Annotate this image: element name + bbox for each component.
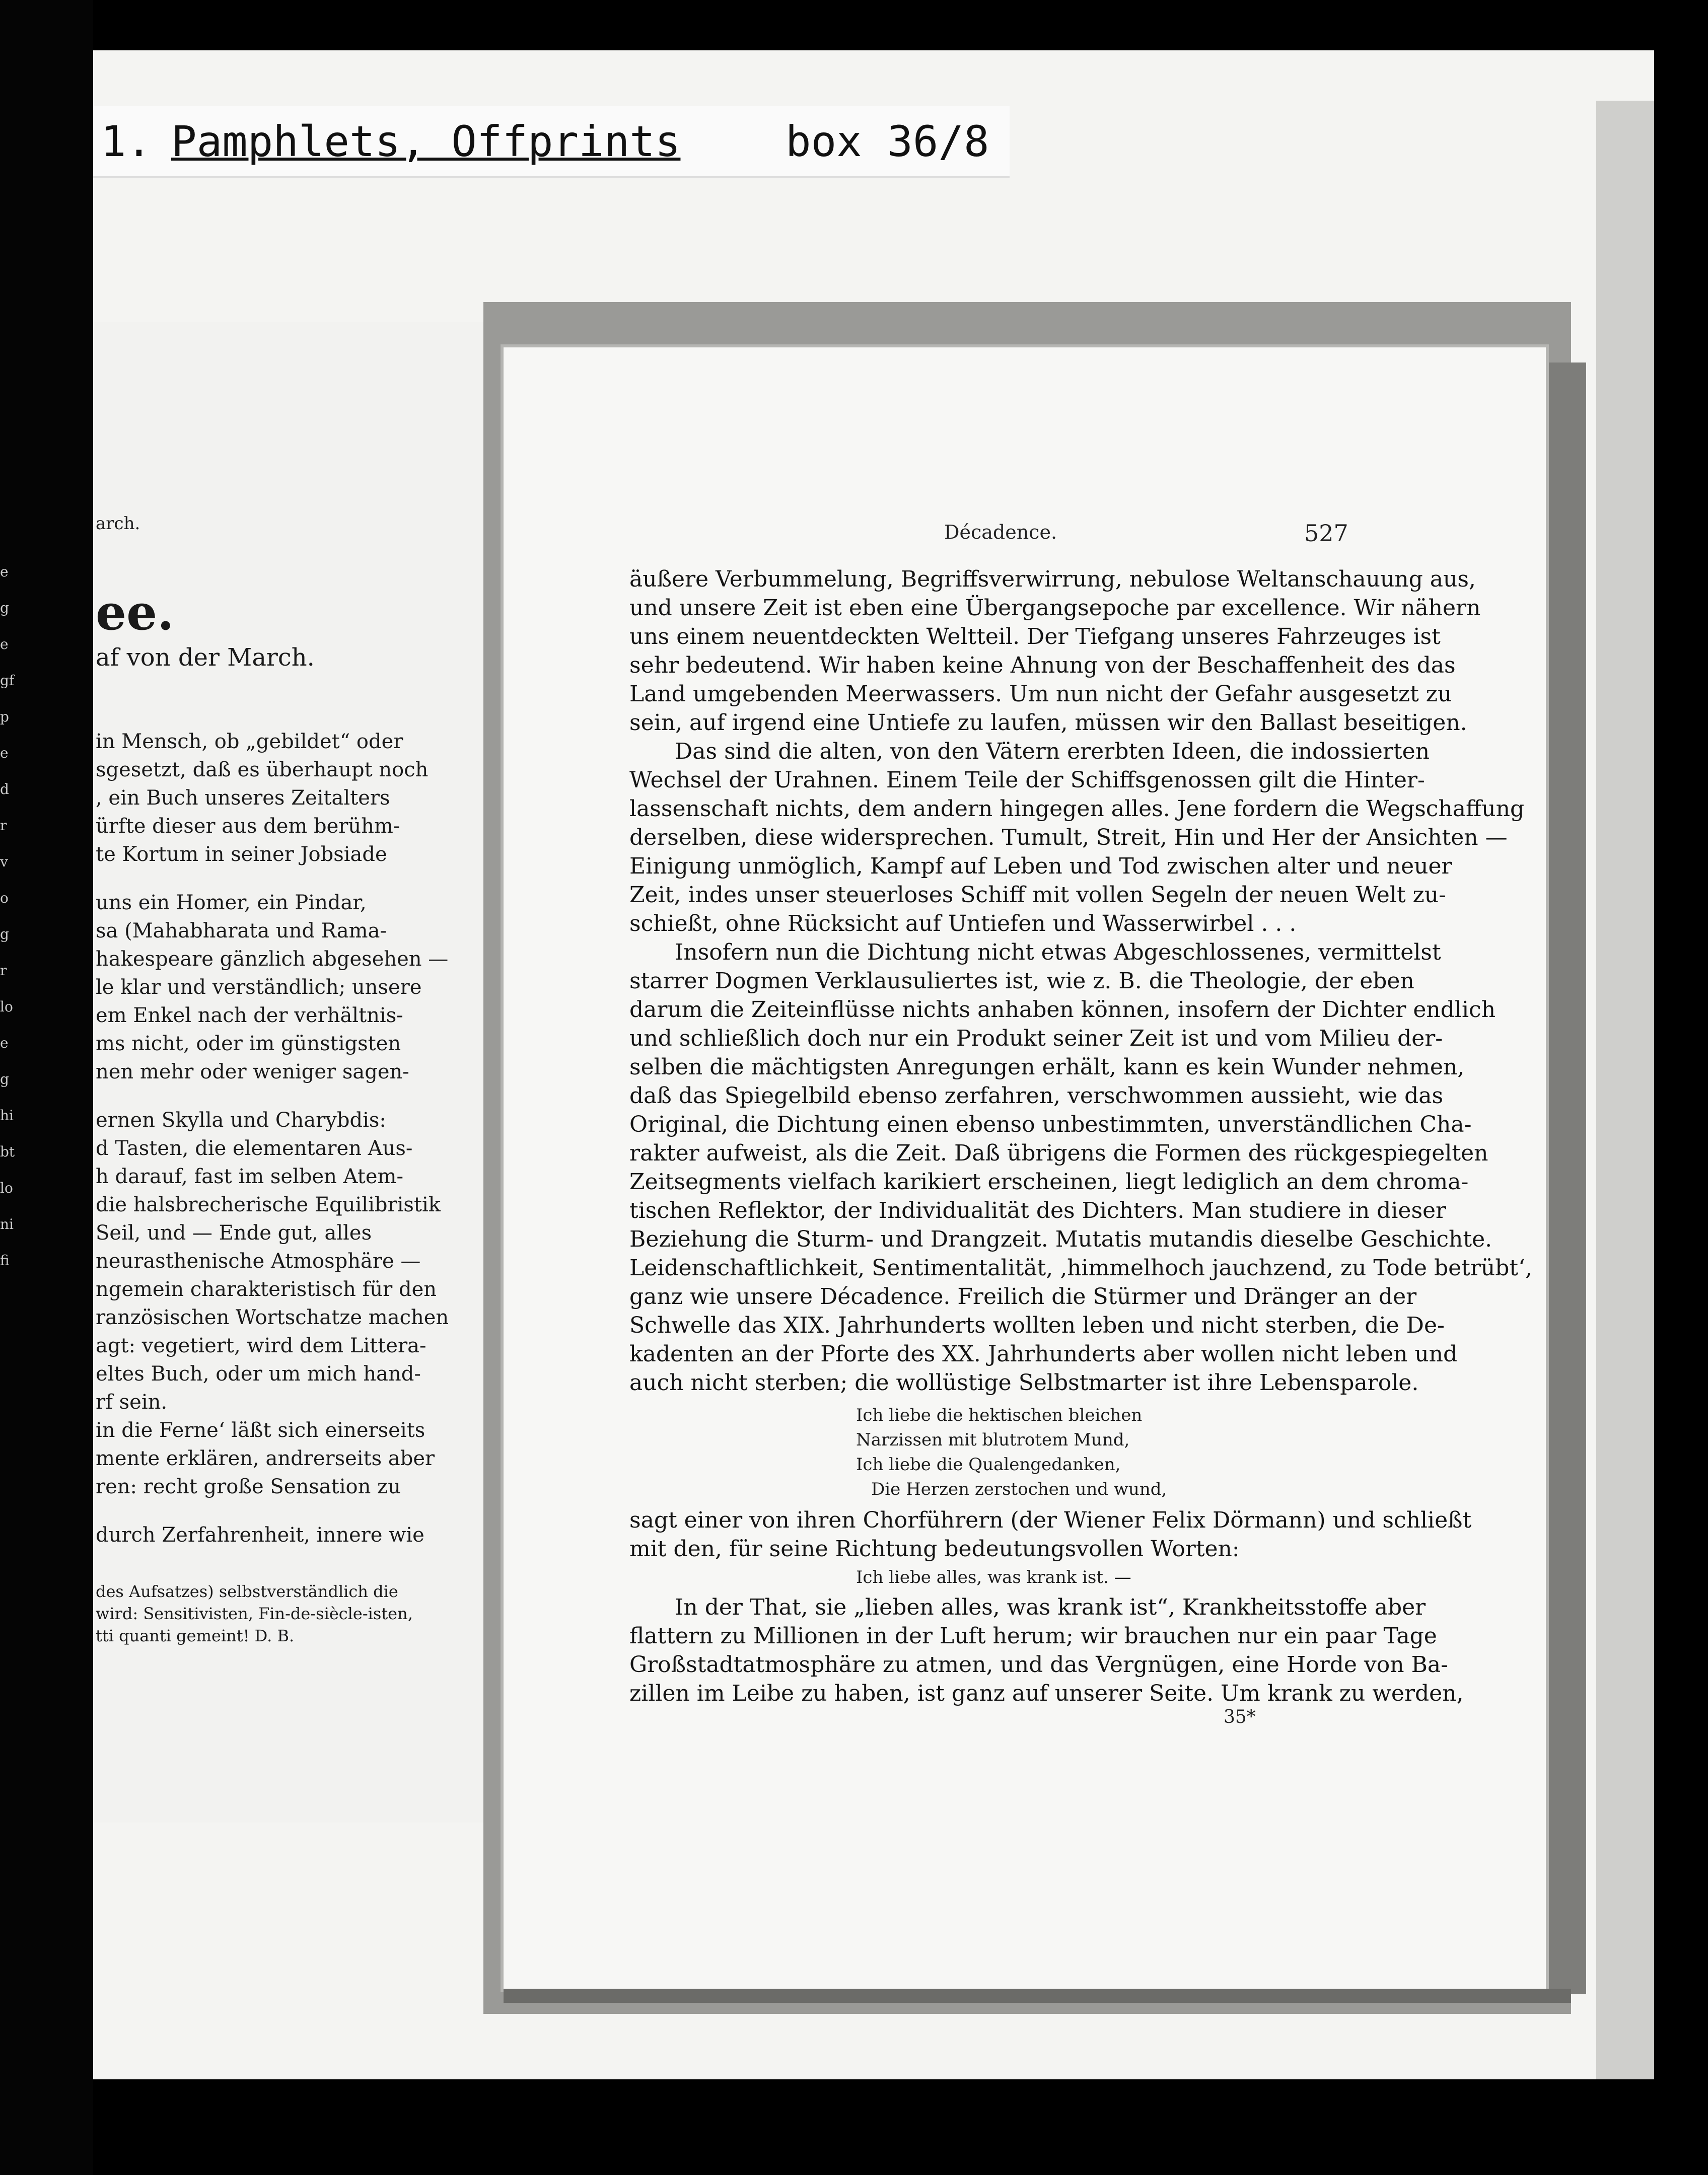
left-text-line: Seil, und — Ende gut, alles [96,1221,372,1245]
left-footnote-line: tti quanti gemeint! D. B. [96,1626,295,1645]
body-text-line: darum die Zeiteinflüsse nichts anhaben können, insofern der Dichter endlich [629,997,1496,1023]
body-text-line: kadenten an der Pforte des XX. Jahrhunderts aber wollen nicht leben und [629,1341,1458,1367]
left-text-line: ernen Skylla und Charybdis: [96,1109,386,1132]
body-text-line: Wechsel der Urahnen. Einem Teile der Schiffsgenossen gilt die Hinter- [629,767,1425,793]
body-text-line: Zeitsegments vielfach karikiert erscheinen, liegt lediglich an dem chroma- [629,1169,1469,1195]
left-text-line: ngemein charakteristisch für den [96,1278,437,1301]
edge-strip-letters: eg egf pe dr vo gr lo eg hi bt lo ni fi [0,563,15,1269]
left-text-line: durch Zerfahrenheit, innere wie [96,1524,424,1547]
body-text-line: sagt einer von ihren Chorführern (der Wiener Felix Dörmann) und schließt [629,1507,1472,1533]
left-text-line: , ein Buch unseres Zeitalters [96,786,390,810]
left-text-line: h darauf, fast im selben Atem- [96,1165,403,1188]
left-text-line: ranzösischen Wortschatze machen [96,1306,449,1329]
left-footnote-line: wird: Sensitivisten, Fin-de-siècle-isten, [96,1604,413,1623]
left-text-line: eltes Buch, oder um mich hand- [96,1362,421,1386]
outer-sheet-edge [1596,101,1654,2079]
verse-line: Ich liebe die hektischen bleichen [856,1405,1143,1425]
left-text-line: hakespeare gänzlich abgesehen — [96,948,449,971]
body-text-line: schießt, ohne Rücksicht auf Untiefen und Wasserwirbel . . . [629,911,1297,936]
left-text-line: ren: recht große Sensation zu [96,1475,401,1498]
left-text-line: sgesetzt, daß es überhaupt noch [96,758,429,781]
signature-mark: 35* [1224,1707,1256,1727]
body-text-line: auch nicht sterben; die wollüstige Selbstmarter ist ihre Lebensparole. [629,1370,1419,1396]
body-text-line: Das sind die alten, von den Vätern ererbten Ideen, die indossierten [675,739,1430,764]
body-text-line: äußere Verbummelung, Begriffsverwirrung, nebulose Weltanschauung aus, [629,566,1476,592]
body-text-line: Land umgebenden Meerwassers. Um nun nicht der Gefahr ausgesetzt zu [629,681,1452,707]
body-text-line: selben die mächtigsten Anregungen erhält, kann es kein Wunder nehmen, [629,1054,1465,1080]
body-text-line: flattern zu Millionen in der Luft herum; wir brauchen nur ein paar Tage [629,1623,1437,1649]
body-text-line: Zeit, indes unser steuerloses Schiff mit vollen Segeln der neuen Welt zu- [629,882,1446,908]
body-text-line: Insofern nun die Dichtung nicht etwas Abgeschlossenes, vermittelst [675,939,1441,965]
left-footnote-line: des Aufsatzes) selbstverständlich die [96,1582,398,1601]
body-text-line: daß das Spiegelbild ebenso zerfahren, verschwommen aussieht, wie das [629,1083,1444,1109]
verse-line: Narzissen mit blutrotem Mund, [856,1430,1130,1450]
body-text-line: Leidenschaftlichkeit, Sentimentalität, ‚himmelhoch jauchzend, zu Tode betrübt‘, [629,1255,1533,1281]
left-text-line: die halsbrecherische Equilibristik [96,1193,441,1216]
label-title: Pamphlets, Offprints [171,117,681,166]
body-text-line: In der That, sie „lieben alles, was krank ist“, Krankheitsstoffe aber [675,1594,1426,1620]
left-text-line: rf sein. [96,1391,168,1414]
body-text-line: rakter aufweist, als die Zeit. Daß übrigens die Formen des rückgespiegelten [629,1140,1488,1166]
body-text-line: Einigung unmöglich, Kampf auf Leben und Tod zwischen alter und neuer [629,853,1452,879]
running-title: Décadence. [944,521,1057,543]
left-text-line: sa (Mahabharata und Rama- [96,919,387,942]
left-text-line: neurasthenische Atmosphäre — [96,1250,421,1273]
body-text-line: tischen Reflektor, der Individualität des Dichters. Man studiere in dieser [629,1198,1447,1223]
verse-line: Die Herzen zerstochen und wund, [871,1479,1167,1499]
left-text-line: in Mensch, ob „gebildet“ oder [96,730,403,753]
body-text-line: und unsere Zeit ist eben eine Übergangsepoche par excellence. Wir nähern [629,595,1481,621]
body-text-line: Beziehung die Sturm- und Drangzeit. Mutatis mutandis dieselbe Geschichte. [629,1226,1492,1252]
body-text-line: Schwelle das XIX. Jahrhunderts wollten leben und nicht sterben, die De- [629,1313,1445,1338]
verse-line: Ich liebe die Qualengedanken, [856,1455,1121,1475]
left-text-line: in die Ferne‘ läßt sich einerseits [96,1419,425,1442]
left-subtitle: af von der March. [96,643,315,672]
left-text-line: d Tasten, die elementaren Aus- [96,1137,413,1160]
body-text-line: starrer Dogmen Verklausuliertes ist, wie z. B. die Theologie, der eben [629,968,1414,994]
left-text-line: ms nicht, oder im günstigsten [96,1032,401,1055]
body-text-line: Großstadtatmosphäre zu atmen, und das Vergnügen, eine Horde von Ba- [629,1652,1449,1678]
left-heading: ee. [96,584,174,641]
left-text-line: em Enkel nach der verhältnis- [96,1004,403,1027]
body-text-line: ganz wie unsere Décadence. Freilich die Stürmer und Dränger an der [629,1284,1417,1310]
body-text-line: derselben, diese widersprechen. Tumult, Streit, Hin und Her der Ansichten — [629,825,1508,850]
left-text-line: mente erklären, andrerseits aber [96,1447,435,1470]
page-edge-shadow [1546,362,1586,1994]
page-number: 527 [1304,520,1348,547]
page-bottom-edge [504,1989,1571,2003]
left-text-line: nen mehr oder weniger sagen- [96,1060,409,1083]
body-text-line: sehr bedeutend. Wir haben keine Ahnung von der Beschaffenheit des das [629,652,1456,678]
left-text-line: te Kortum in seiner Jobsiade [96,843,387,866]
label-number: 1. [101,117,152,166]
body-text-line: Original, die Dichtung einen ebenso unbestimmten, unverständlichen Cha- [629,1112,1472,1137]
body-text-line: lassenschaft nichts, dem andern hingegen alles. Jene fordern die Wegschaffung [629,796,1525,822]
label-box-number: box 36/8 [786,117,989,166]
body-text-line: uns einem neuentdeckten Weltteil. Der Tiefgang unseres Fahrzeuges ist [629,624,1441,649]
body-text-line: und schließlich doch nur ein Produkt seiner Zeit ist und vom Milieu der- [629,1026,1443,1051]
body-text-line: mit den, für seine Richtung bedeutungsvollen Worten: [629,1536,1240,1562]
left-text-line: agt: vegetiert, wird dem Littera- [96,1334,426,1357]
body-text-line: zillen im Leibe zu haben, ist ganz auf unserer Seite. Um krank zu werden, [629,1681,1464,1706]
left-text-line: le klar und verständlich; unsere [96,976,422,999]
left-running-head: arch. [96,514,140,534]
left-text-line: uns ein Homer, ein Pindar, [96,891,367,914]
verse-line: Ich liebe alles, was krank ist. — [856,1567,1131,1587]
body-text-line: sein, auf irgend eine Untiefe zu laufen, müssen wir den Ballast beseitigen. [629,710,1467,736]
left-text-line: ürfte dieser aus dem berühm- [96,815,400,838]
